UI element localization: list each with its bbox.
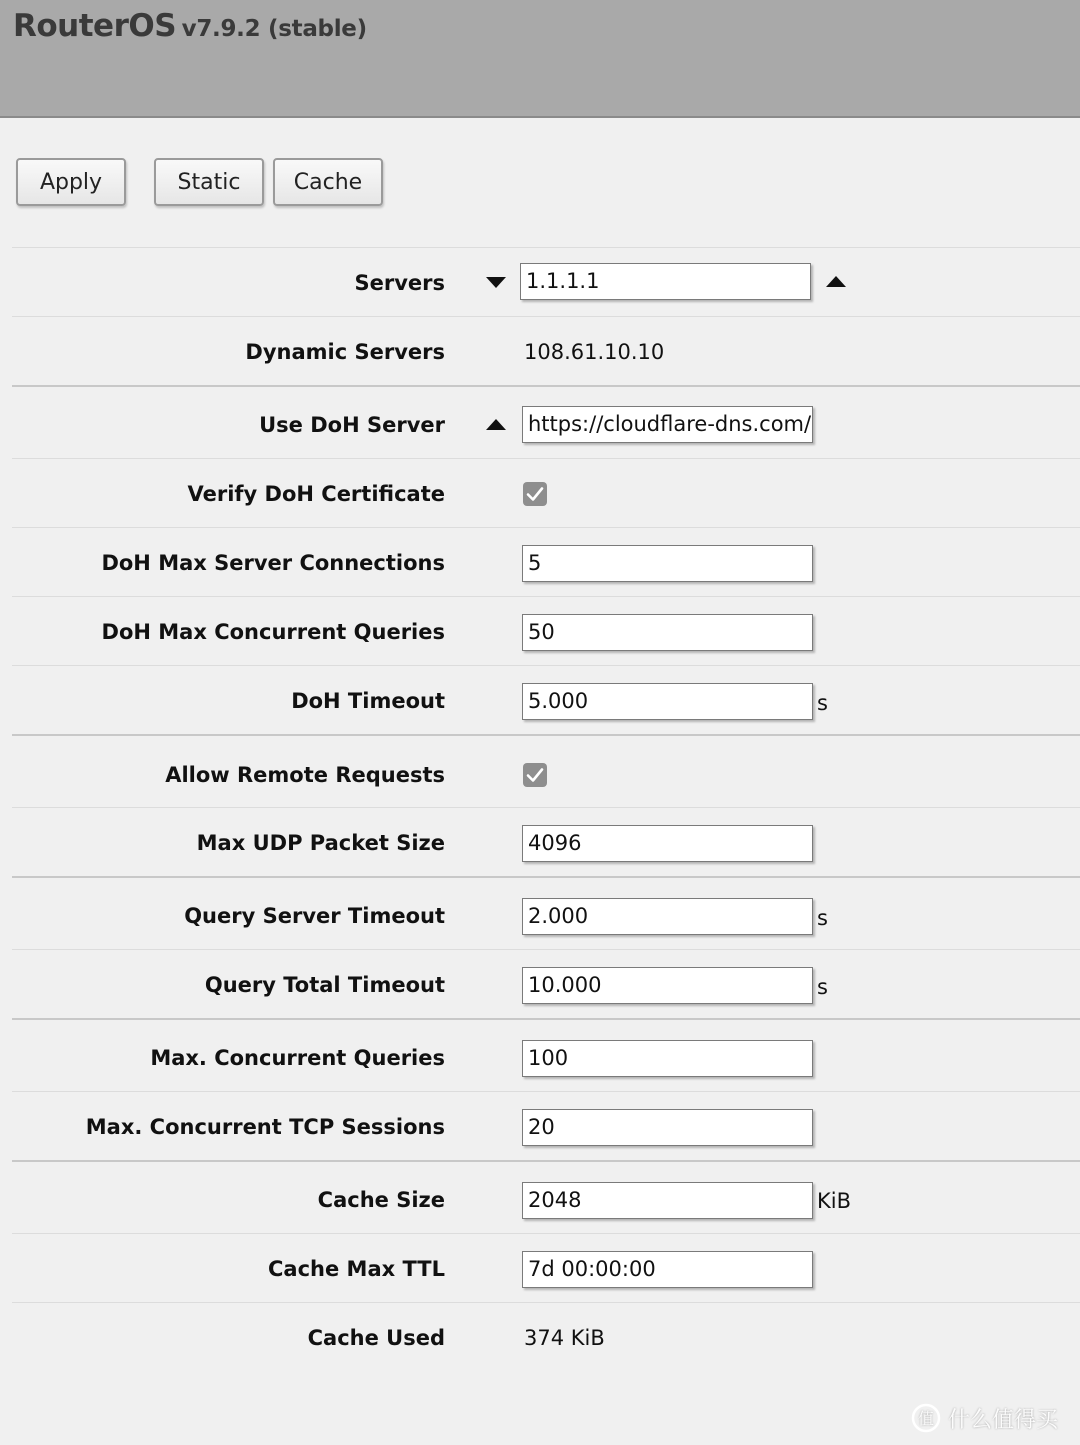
row-divider: [12, 1091, 1080, 1092]
cache-max-ttl-label: Cache Max TTL: [268, 1257, 445, 1281]
servers-input[interactable]: 1.1.1.1: [520, 263, 811, 300]
dynamic-servers-row: [0, 332, 1080, 372]
doh-max-concurrent-queries-input[interactable]: 50: [522, 614, 813, 651]
max-concurrent-queries-row: [0, 1038, 1080, 1078]
use-doh-server-label: Use DoH Server: [259, 413, 445, 437]
row-divider: [12, 1302, 1080, 1303]
cache-size-row: [0, 1180, 1080, 1220]
verify-doh-certificate-label: Verify DoH Certificate: [187, 482, 445, 506]
query-server-timeout-input[interactable]: 2.000: [522, 898, 813, 935]
verify-doh-certificate-row: [0, 474, 1080, 514]
static-button[interactable]: Static: [154, 158, 264, 206]
apply-button[interactable]: Apply: [16, 158, 126, 206]
query-total-timeout-unit: s: [817, 975, 828, 999]
doh-timeout-input[interactable]: 5.000: [522, 683, 813, 720]
svg-text:值: 值: [917, 1409, 935, 1428]
row-divider: [12, 247, 1080, 248]
cache-size-input[interactable]: 2048: [522, 1182, 813, 1219]
max-udp-packet-size-label: Max UDP Packet Size: [196, 831, 445, 855]
version-label: v7.9.2 (stable): [181, 16, 367, 42]
triangle-up-icon[interactable]: [826, 276, 846, 287]
verify-doh-certificate-checkbox[interactable]: [523, 482, 547, 506]
query-server-timeout-label: Query Server Timeout: [184, 904, 445, 928]
cache-used-value: 374 KiB: [524, 1326, 605, 1350]
brand-name: RouterOS: [13, 8, 177, 44]
row-divider: [12, 527, 1080, 528]
query-server-timeout-unit: s: [817, 906, 828, 930]
use-doh-server-input[interactable]: https://cloudflare-dns.com/: [522, 406, 813, 443]
max-concurrent-tcp-sessions-row: [0, 1107, 1080, 1147]
max-concurrent-tcp-sessions-label: Max. Concurrent TCP Sessions: [85, 1115, 445, 1139]
row-divider: [12, 1233, 1080, 1234]
cache-size-label: Cache Size: [317, 1188, 445, 1212]
doh-max-server-connections-input[interactable]: 5: [522, 545, 813, 582]
row-divider: [12, 807, 1080, 808]
query-total-timeout-input[interactable]: 10.000: [522, 967, 813, 1004]
value-logo-icon: [910, 1402, 942, 1434]
query-total-timeout-row: [0, 965, 1080, 1005]
doh-max-server-connections-label: DoH Max Server Connections: [101, 551, 445, 575]
allow-remote-requests-row: [0, 755, 1080, 795]
cache-max-ttl-input[interactable]: 7d 00:00:00: [522, 1251, 813, 1288]
cache-used-row: [0, 1318, 1080, 1358]
doh-max-server-connections-row: [0, 543, 1080, 583]
cache-max-ttl-row: [0, 1249, 1080, 1289]
app-header: [0, 0, 1080, 118]
row-divider: [12, 596, 1080, 597]
query-server-timeout-row: [0, 896, 1080, 936]
servers-label: Servers: [354, 271, 445, 295]
allow-remote-requests-checkbox[interactable]: [523, 763, 547, 787]
app-title: [13, 8, 367, 44]
max-udp-packet-size-row: [0, 823, 1080, 863]
doh-timeout-unit: s: [817, 691, 828, 715]
query-total-timeout-label: Query Total Timeout: [204, 973, 445, 997]
triangle-down-icon[interactable]: [486, 277, 506, 288]
watermark-text: 什么值得买: [948, 1407, 1059, 1433]
servers-row: [0, 263, 1080, 303]
max-udp-packet-size-input[interactable]: 4096: [522, 825, 813, 862]
doh-timeout-label: DoH Timeout: [291, 689, 445, 713]
checkmark-icon: [523, 763, 547, 787]
section-divider: [12, 1018, 1080, 1020]
dynamic-servers-label: Dynamic Servers: [245, 340, 445, 364]
row-divider: [12, 665, 1080, 666]
watermark: [910, 1400, 1058, 1436]
section-divider: [12, 734, 1080, 736]
row-divider: [12, 949, 1080, 950]
max-concurrent-tcp-sessions-input[interactable]: 20: [522, 1109, 813, 1146]
cache-used-label: Cache Used: [307, 1326, 445, 1350]
cache-size-unit: KiB: [817, 1189, 852, 1213]
max-concurrent-queries-label: Max. Concurrent Queries: [150, 1046, 445, 1070]
checkmark-icon: [523, 482, 547, 506]
max-concurrent-queries-input[interactable]: 100: [522, 1040, 813, 1077]
row-divider: [12, 316, 1080, 317]
cache-button[interactable]: Cache: [273, 158, 383, 206]
triangle-up-icon[interactable]: [486, 419, 506, 430]
doh-max-concurrent-queries-row: [0, 612, 1080, 652]
section-divider: [12, 385, 1080, 387]
section-divider: [12, 1160, 1080, 1162]
row-divider: [12, 458, 1080, 459]
allow-remote-requests-label: Allow Remote Requests: [165, 763, 445, 787]
doh-max-concurrent-queries-label: DoH Max Concurrent Queries: [101, 620, 445, 644]
doh-timeout-row: [0, 681, 1080, 721]
section-divider: [12, 876, 1080, 878]
use-doh-server-row: [0, 405, 1080, 445]
dynamic-servers-value: 108.61.10.10: [524, 340, 665, 364]
